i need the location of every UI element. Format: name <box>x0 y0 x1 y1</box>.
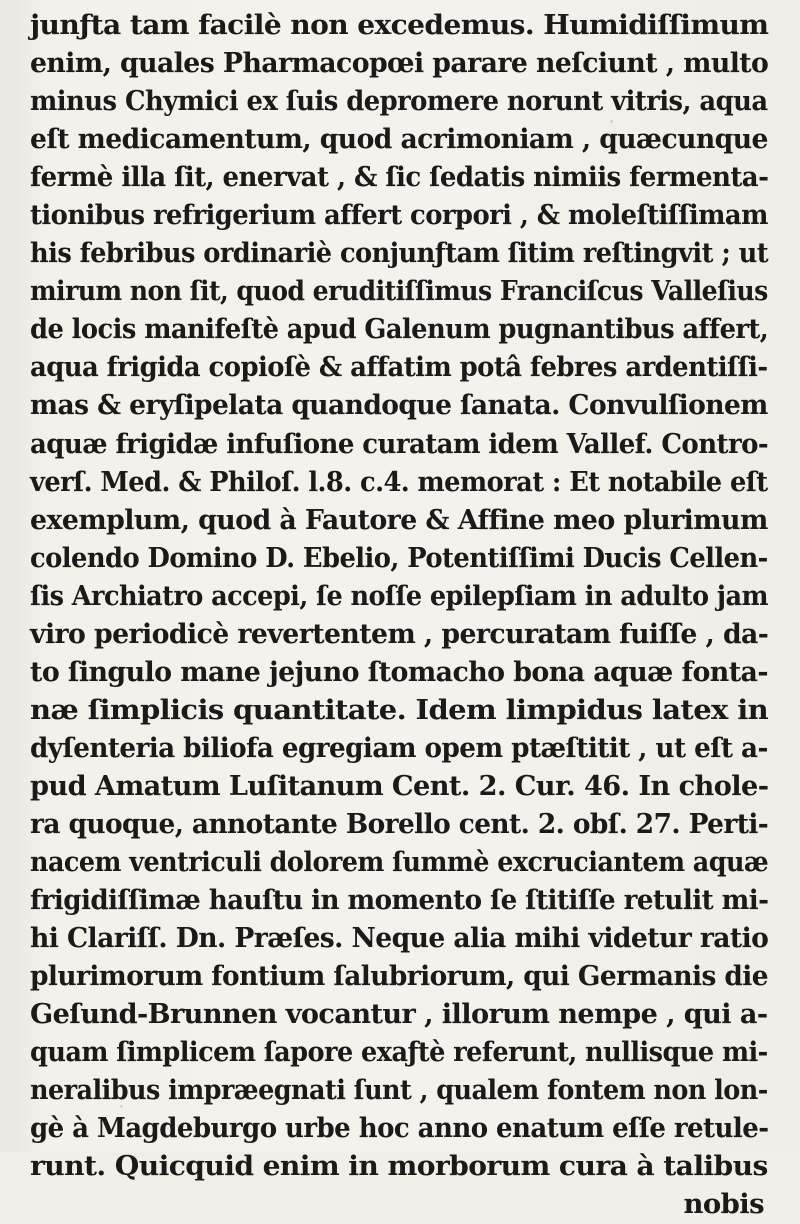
text-line-20: dyſenteria biliofa egregiam opem ptæſtitit , ut eſt a- <box>30 731 768 764</box>
text-line-3: minus Chymici ex ſuis depromere norunt vitris, aqua <box>30 85 768 118</box>
text-line-2: enim, quales Pharmacopœi parare neſciunt , multo <box>30 47 769 80</box>
text-line-25: hi Clariſſ. Dn. Præſes. Neque alia mihi videtur ratio <box>30 922 769 955</box>
text-line-10: aqua frigida copioſè & affatim potâ febres ardentiſſi- <box>30 351 768 384</box>
text-line-28: quam ſimplicem ſapore exaƒtè referunt, nullisque mi- <box>30 1036 768 1069</box>
text-line-15: colendo Domino D. Ebelio, Potentiſſimi Ducis Cellen- <box>30 541 768 574</box>
text-line-24: frigidiſſimæ hauſtu in momento ſe ſtitiſſe retulit mi- <box>30 884 769 917</box>
text-line-5: fermè illa ſit, enervat , & ſic ſedatis nimiis fermenta- <box>30 161 769 194</box>
text-line-4: eſt medicamentum, quod acrimoniam , quæcunque <box>30 123 768 156</box>
text-line-9: de locis manifeſtè apud Galenum pugnantibus affert, <box>30 313 769 346</box>
text-line-29: neralibus impræegnati ſunt , qualem fontem non lon- <box>30 1074 768 1107</box>
text-line-21: pud Amatum Luſitanum Cent. 2. Cur. 46. In chole- <box>30 769 769 802</box>
text-line-13: verſ. Med. & Philoſ. l.8. c.4. memorat : Et notabile eſt <box>30 465 768 498</box>
text-line-8: mirum non ſit, quod eruditiſſimus Franciſcus Valleſius <box>30 275 768 308</box>
text-line-31: runt. Quicquid enim in morborum cura à talibus <box>30 1150 768 1183</box>
text-line-30: gè à Magdeburgo urbe hoc anno enatum eſſe retule- <box>30 1112 769 1145</box>
text-line-22: ra quoque, annotante Borello cent. 2. obſ. 27. Perti- <box>30 807 769 840</box>
text-line-14: exemplum, quod à Fautore & Affine meo plurimum <box>30 503 768 536</box>
text-line-27: Geſund-Brunnen vocantur , illorum nempe , qui a- <box>30 998 768 1031</box>
text-line-18: to ſingulo mane jejuno ſtomacho bona aquæ fonta- <box>30 655 768 688</box>
text-line-16: ſis Archiatro accepi, ſe noſſe epilepſiam in adulto jam <box>30 579 768 612</box>
text-line-12: aquæ frigidæ infuſione curatam idem Vallef. Contro- <box>30 427 769 460</box>
catchword: nobis <box>683 1188 764 1221</box>
text-line-7: his febribus ordinariè conjunƒtam ſitim reſtingvit ; ut <box>30 237 769 270</box>
text-line-17: viro periodicè revertentem , percuratam fuiſſe , da- <box>30 617 769 650</box>
text-line-23: nacem ventriculi dolorem ſummè excruciantem aquæ <box>30 846 769 879</box>
text-line-6: tionibus refrigerium affert corpori , & moleſtiſſimam <box>30 199 768 232</box>
text-line-11: mas & eryſipelata quandoque ſanata. Convulſionem <box>30 389 768 422</box>
latin-text-block <box>30 6 800 1224</box>
text-line-19: næ ſimplicis quantitate. Idem limpidus latex in <box>30 693 769 726</box>
text-line-1: junƒta tam facilè non excedemus. Humidiſſimum <box>30 9 769 41</box>
text-line-26: plurimorum fontium ſalubriorum, qui Germanis die <box>30 960 768 993</box>
